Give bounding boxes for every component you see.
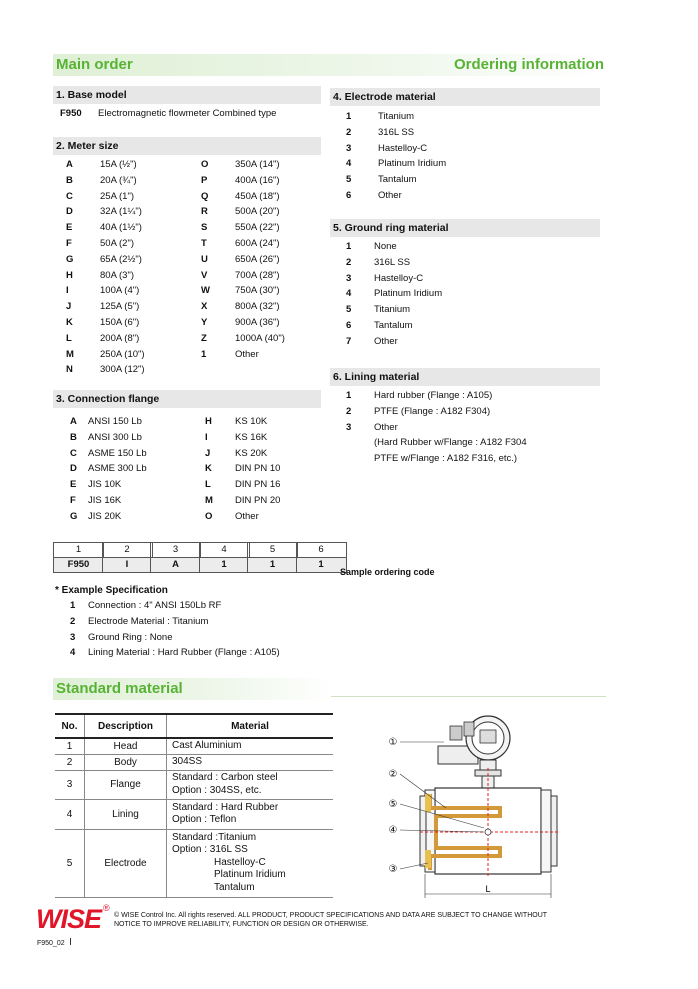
item-code: 2 [346, 405, 352, 417]
list-item [66, 299, 145, 315]
list-item [70, 630, 280, 646]
item-label: 40A (1½") [100, 222, 142, 234]
item-label: 550A (22") [235, 222, 280, 234]
col-header-material: Material [167, 714, 334, 738]
code-box [150, 542, 201, 573]
material-line: 304SS [172, 755, 203, 767]
item-code: A [66, 159, 73, 170]
example-spec-title: * Example Specification [55, 585, 168, 596]
material-line: Standard :Titanium [172, 831, 257, 843]
ground-ring-heading: 5. Ground ring material [330, 219, 600, 237]
connection-flange-heading: 3. Connection flange [53, 390, 321, 408]
code-position: 4 [200, 543, 249, 558]
item-label: 20A (¾") [100, 174, 137, 186]
item-code: H [205, 416, 212, 427]
table-row [55, 800, 333, 830]
item-code: 5 [346, 174, 352, 186]
item-label: 350A (14") [235, 159, 280, 170]
item-label: None [374, 241, 397, 252]
item-label: Tantalum [378, 174, 417, 186]
cell-description: Electrode [85, 829, 167, 897]
list-item [346, 420, 527, 436]
item-code: R [201, 206, 208, 218]
item-code: M [66, 348, 74, 360]
page-code [37, 938, 71, 947]
item-label: Hastelloy-C [374, 272, 424, 284]
meter-size-col1 [66, 157, 145, 378]
item-code: O [201, 159, 209, 170]
list-item [66, 236, 145, 252]
list-item [201, 204, 285, 220]
item-code: 1 [346, 241, 352, 252]
copyright-notice-2: NOTICE TO IMPROVE RELIABILITY, FUNCTION OR DESIGN OR OTHERWISE. [114, 921, 369, 928]
callout-4: ④ [388, 825, 398, 836]
list-item [346, 156, 446, 172]
item-code: E [66, 222, 73, 234]
code-position: 5 [248, 543, 297, 558]
item-code: 1 [70, 600, 76, 611]
item-label: 900A (36") [235, 316, 280, 328]
item-code: J [66, 301, 72, 313]
material-line: Hastelloy-C [214, 856, 266, 868]
cell-no: 5 [55, 829, 85, 897]
list-item [70, 477, 147, 493]
item-label: DIN PN 10 [235, 463, 281, 475]
item-code: 4 [346, 158, 352, 170]
item-label: 80A (3") [100, 269, 135, 281]
callout-5: ⑤ [388, 799, 398, 810]
item-label: 800A (32") [235, 301, 280, 313]
item-label: 500A (20") [235, 206, 280, 218]
copyright-notice-1: © WISE Control Inc. All rights reserved. ALL PRODUCT, PRODUCT SPECIFICATIONS AND DATA ARE SUBJECT TO CHANGE WITHOUT [114, 912, 548, 919]
item-label: Titanium [374, 304, 411, 316]
code-value: 1 [248, 558, 297, 572]
dimension-l-label: L [485, 884, 491, 894]
list-item [201, 252, 285, 268]
ordering-info-title: Ordering information [454, 56, 604, 73]
item-label: Hard rubber (Flange : A105) [374, 390, 493, 401]
item-label: KS 20K [235, 447, 268, 459]
code-value: A [151, 558, 200, 572]
item-label: Other [374, 421, 398, 433]
item-code: C [70, 447, 77, 459]
item-code: 6 [346, 189, 352, 201]
item-code: W [201, 285, 210, 297]
item-code: V [201, 269, 208, 281]
code-box [53, 542, 104, 573]
item-label: (Hard Rubber w/Flange : A182 F304 [374, 437, 527, 449]
list-item [66, 283, 145, 299]
item-label: 150A (6") [100, 316, 140, 328]
item-code: H [66, 269, 73, 281]
connection-flange-col2 [205, 414, 280, 525]
cell-no: 2 [55, 754, 85, 770]
page-code-text: F950_02 [37, 940, 65, 947]
item-label: DIN PN 20 [235, 494, 281, 506]
list-item [201, 299, 285, 315]
item-label: 200A (8") [100, 332, 140, 344]
list-item [201, 347, 285, 363]
item-label: 700A (28") [235, 269, 280, 281]
list-item [66, 252, 145, 268]
item-label: 65A (2½") [100, 253, 142, 265]
lining-material-heading: 6. Lining material [330, 368, 600, 386]
item-code: A [70, 416, 77, 427]
list-item [346, 188, 446, 204]
cell-material [167, 800, 334, 830]
item-label: Lining Material : Hard Rubber (Flange : A105) [88, 647, 280, 659]
code-box [102, 542, 153, 573]
wise-logo [36, 904, 101, 935]
table-row [55, 829, 333, 897]
registered-mark: ® [103, 903, 110, 913]
list-item [66, 347, 145, 363]
item-label: Platinum Iridium [378, 158, 447, 170]
list-item [346, 239, 442, 255]
list-item [70, 430, 147, 446]
item-label: 400A (16") [235, 174, 280, 186]
item-label: 316L SS [378, 126, 415, 138]
list-item [66, 362, 145, 378]
list-item [66, 268, 145, 284]
electrode-material-list [346, 109, 446, 204]
col-header-no: No. [55, 714, 85, 738]
item-code: I [205, 431, 208, 443]
list-item [346, 451, 527, 467]
list-item [346, 255, 442, 271]
standard-material-rule [331, 696, 606, 697]
material-line: Platinum Iridium [214, 869, 286, 881]
list-item [346, 286, 442, 302]
item-label: Other [235, 348, 259, 360]
item-label: Titanium [378, 111, 415, 122]
list-item [205, 446, 280, 462]
cell-no: 3 [55, 770, 85, 800]
list-item [346, 109, 446, 125]
list-item [70, 493, 147, 509]
item-label: Hastelloy-C [378, 142, 428, 154]
list-item [346, 404, 527, 420]
item-code: G [70, 510, 78, 522]
item-label: 250A (10") [100, 348, 145, 360]
item-label: 100A (4") [100, 285, 140, 297]
list-item [70, 414, 147, 430]
item-label: 316L SS [374, 256, 411, 268]
item-code: 2 [346, 256, 352, 268]
sample-code-label: Sample ordering code [340, 567, 435, 577]
main-order-title: Main order [56, 56, 133, 73]
item-code: 1 [201, 348, 207, 360]
item-label: Other [378, 189, 402, 201]
item-code: D [70, 463, 77, 475]
item-label: Platinum Iridium [374, 288, 443, 300]
item-code: 7 [346, 335, 352, 347]
item-code: 3 [70, 631, 76, 643]
item-label: ANSI 150 Lb [88, 416, 142, 427]
list-item [205, 430, 280, 446]
item-label: 650A (26") [235, 253, 280, 265]
list-item [201, 220, 285, 236]
material-line: Standard : Hard Rubber [172, 801, 279, 813]
item-code: U [201, 253, 208, 265]
list-item [70, 614, 280, 630]
wise-logo-text: WISE [36, 904, 102, 934]
item-code: E [70, 479, 77, 491]
code-box [247, 542, 298, 573]
item-code: I [66, 285, 69, 297]
list-item [66, 220, 145, 236]
item-code: C [66, 190, 73, 202]
item-code: D [66, 206, 73, 218]
list-item [346, 125, 446, 141]
item-code: L [66, 332, 72, 344]
code-position: 6 [297, 543, 346, 558]
item-label: 125A (5") [100, 301, 140, 313]
base-model-desc: Electromagnetic flowmeter Combined type [98, 108, 277, 119]
example-spec-list [70, 598, 280, 661]
item-code: N [66, 364, 73, 376]
item-label: 750A (30") [235, 285, 280, 297]
item-code: F [66, 237, 72, 249]
item-label: Other [374, 335, 398, 347]
item-code: Z [201, 332, 207, 344]
cell-description: Lining [85, 800, 167, 830]
item-code: B [70, 431, 77, 443]
callout-3: ③ [388, 864, 398, 875]
code-value: 1 [200, 558, 249, 572]
list-item [346, 388, 527, 404]
item-label: ASME 300 Lb [88, 463, 147, 475]
item-label: JIS 16K [88, 494, 122, 506]
list-item [346, 271, 442, 287]
cell-no: 4 [55, 800, 85, 830]
list-item [201, 236, 285, 252]
standard-material-title: Standard material [56, 680, 183, 697]
page-divider [70, 938, 71, 945]
list-item [70, 446, 147, 462]
list-item [70, 645, 280, 661]
material-line: Cast Aluminium [172, 740, 242, 751]
list-item [205, 414, 280, 430]
list-item [201, 331, 285, 347]
item-label: 32A (1¼") [100, 206, 142, 218]
item-label: JIS 20K [88, 510, 122, 522]
callout-1: ① [388, 737, 398, 748]
item-code: B [66, 174, 73, 186]
list-item [66, 315, 145, 331]
item-label: PTFE w/Flange : A182 F316, etc.) [374, 453, 518, 465]
item-code: P [201, 174, 208, 186]
item-label: DIN PN 16 [235, 479, 281, 491]
item-code: 6 [346, 319, 352, 331]
electrode-material-heading: 4. Electrode material [330, 88, 600, 106]
item-label: Tantalum [374, 319, 413, 331]
list-item [201, 157, 285, 173]
item-code: 3 [346, 421, 352, 433]
item-label: 600A (24") [235, 237, 280, 249]
list-item [201, 283, 285, 299]
flowmeter-diagram [380, 708, 565, 908]
list-item [346, 435, 527, 451]
item-label: 25A (1") [100, 190, 135, 202]
cell-material [167, 738, 334, 754]
item-code: X [201, 301, 208, 313]
item-label: PTFE (Flange : A182 F304) [374, 405, 491, 417]
item-code: 2 [346, 126, 352, 138]
material-line: Tantalum [214, 881, 255, 893]
list-item [201, 315, 285, 331]
material-line: Option : 304SS, etc. [172, 784, 262, 796]
list-item [201, 173, 285, 189]
col-header-description: Description [85, 714, 167, 738]
item-label: ANSI 300 Lb [88, 431, 142, 443]
item-code: 1 [346, 111, 352, 122]
list-item [66, 204, 145, 220]
item-label: 1000A (40") [235, 332, 285, 344]
code-value: I [103, 558, 152, 572]
item-label: JIS 10K [88, 479, 122, 491]
item-code: 1 [346, 390, 352, 401]
item-label: Ground Ring : None [88, 631, 173, 643]
item-code: F [70, 494, 76, 506]
cell-material [167, 770, 334, 800]
connection-flange-col1 [70, 414, 147, 525]
list-item [205, 509, 280, 525]
item-code: 2 [70, 615, 76, 627]
item-label: Electrode Material : Titanium [88, 615, 209, 627]
table-row [55, 754, 333, 770]
item-code: M [205, 494, 213, 506]
list-item [66, 173, 145, 189]
item-code: T [201, 237, 207, 249]
cell-description: Head [85, 738, 167, 754]
item-code: G [66, 253, 74, 265]
item-code: 5 [346, 304, 352, 316]
item-label: 15A (½") [100, 159, 137, 170]
cell-material [167, 829, 334, 897]
list-item [346, 318, 442, 334]
cell-no: 1 [55, 738, 85, 754]
standard-material-table [55, 713, 333, 898]
material-line: Option : Teflon [172, 814, 237, 826]
item-code: Q [201, 190, 209, 202]
item-code: 4 [346, 288, 352, 300]
item-code: K [205, 463, 212, 475]
list-item [66, 331, 145, 347]
cell-description: Body [85, 754, 167, 770]
lining-material-list [346, 388, 527, 467]
item-code: 3 [346, 142, 352, 154]
base-model-code: F950 [60, 108, 82, 119]
list-item [205, 493, 280, 509]
list-item [201, 189, 285, 205]
ground-ring-list [346, 239, 442, 350]
list-item [66, 189, 145, 205]
list-item [66, 157, 145, 173]
list-item [346, 141, 446, 157]
code-box [199, 542, 250, 573]
list-item [70, 509, 147, 525]
code-box [296, 542, 347, 573]
list-item [205, 477, 280, 493]
item-label: KS 10K [235, 416, 268, 427]
callout-2: ② [388, 769, 398, 780]
item-code: L [205, 479, 211, 491]
list-item [70, 461, 147, 477]
code-position: 3 [151, 543, 200, 558]
cell-material [167, 754, 334, 770]
material-line: Standard : Carbon steel [172, 772, 278, 784]
item-code: S [201, 222, 208, 234]
material-line: Option : 316L SS [172, 844, 248, 856]
code-value: 1 [297, 558, 346, 572]
base-model-heading: 1. Base model [53, 86, 321, 104]
list-item [201, 268, 285, 284]
item-code: Y [201, 316, 208, 328]
item-code: 3 [346, 272, 352, 284]
item-code: K [66, 316, 73, 328]
code-position: 1 [54, 543, 103, 558]
list-item [205, 461, 280, 477]
item-label: 300A (12") [100, 364, 145, 376]
list-item [346, 172, 446, 188]
item-label: 450A (18") [235, 190, 280, 202]
item-code: 4 [70, 647, 76, 659]
item-label: Connection : 4" ANSI 150Lb RF [88, 600, 222, 611]
list-item [346, 334, 442, 350]
item-label: ASME 150 Lb [88, 447, 147, 459]
table-row [55, 770, 333, 800]
table-row [55, 738, 333, 754]
item-code: O [205, 510, 213, 522]
item-label: Other [235, 510, 259, 522]
item-label: KS 16K [235, 431, 268, 443]
code-position: 2 [103, 543, 152, 558]
meter-size-col2 [201, 157, 285, 362]
meter-size-heading: 2. Meter size [53, 137, 321, 155]
cell-description: Flange [85, 770, 167, 800]
item-label: 50A (2") [100, 237, 135, 249]
list-item [346, 302, 442, 318]
code-value: F950 [54, 558, 103, 572]
item-code: J [205, 447, 211, 459]
list-item [70, 598, 280, 614]
